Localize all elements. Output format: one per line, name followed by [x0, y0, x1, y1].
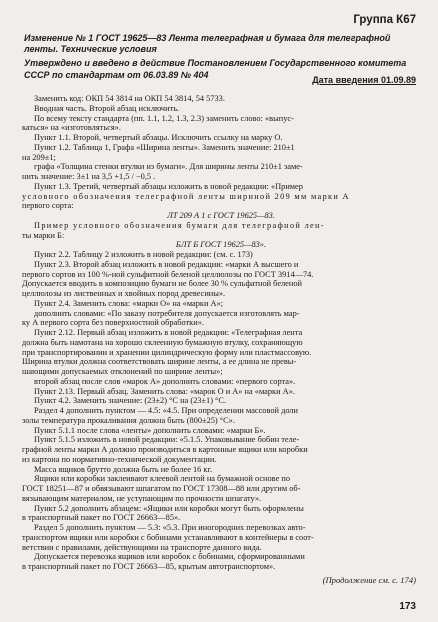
body-line: ЛТ 209 А 1 с ГОСТ 19625—83. [167, 211, 275, 220]
body-line: Вводная часть. Второй абзац исключить. [34, 103, 180, 113]
body-line: Допускается перевозка ящиков или коробок с бобинами, сформированными [34, 552, 305, 562]
body-line: из картона по нормативно-технической документации. [22, 454, 217, 464]
body-line: Пункт 1.2. Таблица 1, Графа «Ширина ленты». Заменить значение: 210±1 [34, 142, 295, 152]
body-line: Пункт 2.12. Первый абзац изложить в новой редакции: «Телеграфная лента [34, 328, 303, 337]
body-line: ку А первого сорта без поверхностной обработки». [22, 318, 204, 328]
body-line: при транспортировании и хранении цилиндрическую форму или пластмассовую. [22, 347, 312, 357]
body-line: в транспортный пакет по ГОСТ 26663—85, крытым автотранспортом». [22, 562, 276, 571]
body-line: Пункт 5.1.1 после слова «ленты» дополнить словами: «марки Б». [34, 425, 266, 435]
body-line: Пункт 1.1. Второй, четвертый абзацы. Исключить ссылку на марку О. [34, 133, 283, 142]
body-line: шающими допускаемых отклонений по ширине ленты»; [22, 367, 223, 376]
body-line: Пример условного обозначения бумаги для телеграфной лен- [34, 220, 325, 230]
body-line: Пункт 4.2. Заменить значение: (23±2) °С на (23±1) °С. [34, 396, 227, 406]
amendment-header [24, 33, 420, 81]
body-line: Пункт 1.3. Третий, четвертый абзацы изложить в новой редакции: «Пример [34, 181, 303, 191]
body-line: второй абзац после слов «марок А» дополнить словами: «первого сорта». [34, 376, 296, 386]
body-line: транспортом ящики или коробки с бобинами устанавливают в контейнеры в соот- [22, 532, 314, 542]
continuation-note: (Продолжение см. с. 174) [322, 575, 416, 585]
body-line: Пункт 2.4. Заменить слова: «марки О» на «марки А»; [34, 298, 224, 308]
body-line: Пункт 2.13. Первый абзац. Заменить слова: «марок О и А» на «марки А». [34, 386, 295, 396]
document-body [22, 94, 420, 572]
body-line: Ящики или коробки заклеивают клеевой лентой на бумажной основе по [34, 474, 290, 484]
body-line: Пункт 2.2. Таблицу 2 изложить в новой редакции: (см. с. 173) [34, 250, 253, 259]
body-line: Заменить код: ОКП 54 3814 на ОКП 54 3814, 54 5733. [34, 94, 225, 103]
body-line: ГОСТ 18251—87 и обвязывают шпагатом по ГОСТ 17308—88 или другим об- [22, 484, 301, 493]
body-line: Раздел 5 дополнить пунктом — 5.3: «5.3. При иногородних перевозках авто- [34, 523, 306, 532]
approval-line: Утверждено и введено в действие Постановлением Государственного комитета [24, 58, 407, 69]
body-line: Пункт 5.1.5 изложить в новой редакции: «5.1.5. Упаковывание бобин теле- [34, 435, 300, 445]
body-line: БЛТ Б ГОСТ 19625—83». [175, 240, 267, 250]
approval-line: СССР по стандартам от 06.03.89 № 404 [24, 69, 209, 80]
body-line: Пункт 5.2 дополнить абзацем: «Ящики или коробки могут быть оформлены [34, 503, 304, 513]
body-line: графа «Толщина стенки втулки из бумаги». Для ширины ленты 210±1 заме- [34, 162, 303, 172]
body-line: вязывающим материалом, не уступающим по прочности шпагату». [22, 493, 262, 503]
body-line: ты марки Б: [22, 230, 65, 240]
page-number: 173 [399, 601, 416, 612]
body-line: По всему тексту стандарта (пп. 1.1, 1.2, 1.3, 2.3) заменить слово: «выпус- [34, 113, 294, 123]
body-line: Раздел 4 дополнить пунктом — 4.5: «4.5. При определении массовой доли [34, 406, 299, 415]
body-line: нить значение: 3±1 на 3,5 +1,5 / −0,5 . [22, 172, 156, 181]
body-line: каться» на «изготовляться». [22, 123, 121, 133]
group-code: Группа К67 [353, 14, 416, 26]
body-line: Ширина втулки должна соответствовать ширине ленты, а ее длина не превы- [22, 357, 297, 367]
header-line: Изменение № 1 ГОСТ 19625—83 Лента телеграфная и бумага для телеграфной [24, 33, 391, 43]
body-line: в транспортный пакет по ГОСТ 26663—85». [22, 513, 181, 523]
body-line: Допускается вводить в композицию бумаги не более 30 % сульфатной беленой [22, 279, 302, 289]
header-line: ленты. Технические условия [24, 44, 157, 55]
body-line: первого сорта: [22, 201, 74, 211]
body-line: первого сортов из 100 %-ной сульфитной беленой целлюлозы по ГОСТ 3914—74. [22, 269, 314, 279]
body-line: на 209±1; [22, 152, 56, 162]
body-line: целлюлозы из лиственных и хвойных пород древесины». [22, 289, 226, 298]
body-line: золы температура прокаливания должна быть (800±25) °С». [22, 415, 235, 425]
body-line: условного обозначения телеграфной ленты шириной 209 мм марки А [22, 191, 350, 201]
body-line: графной ленты марки А должно производиться в картонные ящики или коробки [22, 445, 308, 454]
effective-date: Дата введения 01.09.89 [312, 75, 416, 85]
body-line: дополнить словами: «По заказу потребителя допускается изготовлять мар- [34, 308, 300, 318]
body-line: Масса ящиков брутто должна быть не более 16 кг. [34, 464, 213, 474]
body-line: Пункт 2.3. Второй абзац изложить в новой редакции: «марки А высшего и [34, 259, 299, 269]
body-line: должна быть намотана на хорошо склеенную бумажную втулку, сохраняющую [22, 337, 303, 347]
body-line: ветствии с правилами, действующими на транспорте данного вида. [22, 542, 262, 552]
